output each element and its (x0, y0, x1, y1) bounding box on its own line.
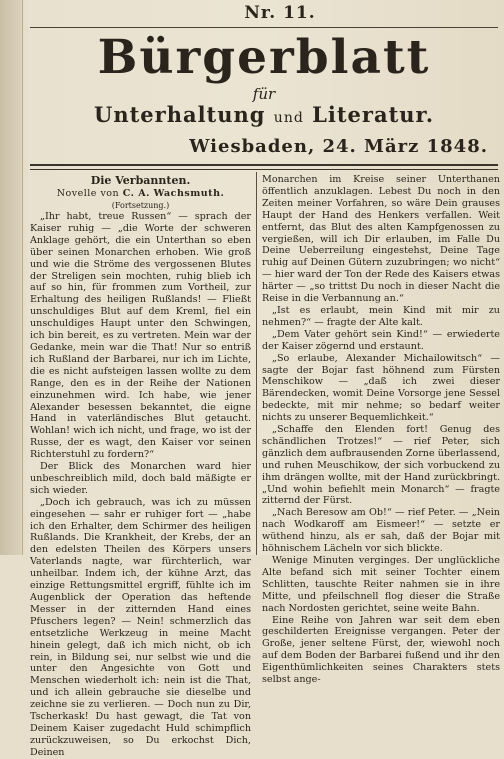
subtitle-part1: Unterhaltung (94, 102, 266, 127)
story-title-prefix: Novelle von (56, 188, 120, 199)
dateline: Wiesbaden, 24. März 1848. (189, 136, 488, 157)
subtitle-part2: Literatur. (312, 102, 434, 127)
paragraph: „Ist es erlaubt, mein Kind mit mir zu nehmen?“ — fragte der Alte kalt. (262, 304, 500, 328)
adjacent-page-edge (0, 0, 23, 555)
story-author: C. A. Wachsmuth. (122, 188, 225, 199)
issue-number: Nr. 11. (244, 3, 316, 23)
section-title: Die Verbannten. (90, 174, 191, 187)
right-paragraphs (262, 174, 500, 686)
paragraph: Monarchen im Kreise seiner Unterthanen öffentlich anzuklagen. Lebest Du noch in den Zeiten meiner Vorfahren, so wäre Dein grauses Haupt der Hand des Henkers verfallen. Weit entfernt, das Blut des alten Kampfgenossen zu vergießen, will ich Dir erlauben, im Falle Du Deine Ueberreilung eingestehst, Deine Tage ruhig auf Deinen Gütern zuzubringen; wo nicht“ — hier ward der Ton der Rede des Kaisers etwas härter — „so trittst Du noch in dieser Nacht die Reise in die Verbannung an.“ (262, 174, 500, 305)
left-paragraphs (30, 211, 251, 759)
paragraph: „Doch ich gebrauch, was ich zu müssen eingesehen — sahr er ruhiger fort — „habe ich den Erhalter, dem Schirmer des heiligen Rußlands. Die Krankheit, der Krebs, der an den edelsten Theilen des Körpers unsers Vaterlands nagte, war fürchterlich, war unheilbar. Indem ich, der kühne Arzt, das einzige Rettungsmittel ergriff, fühlte ich im Augenblick der Operation das heftende Messer in der zitternden Hand eines Pfuschers legen? — Nein! schmerzlich das entsetzliche Werkzeug in meine Macht hinein gelegt, daß ich mich nicht, ob ich rein, in Bildung sei, nur selbst wie und die unter den Angesichte von Gott und Menschen wiederholt ich: nein ist die That, und ich allein gebrauche sie dieselbe und zeichne sie zu verlieren. — Doch nun zu Dir, Tscherkask! Du hast gewagt, die Tat von Deinem Kaiser zugedacht Huld schimpflich zurückzuweisen, so Du erkochst Dich, Deinen (30, 496, 251, 758)
paragraph: „Ihr habt, treue Russen“ — sprach der Kaiser ruhig — „die Worte der schweren Anklage gehört, die ein Unterthan so eben über seinen Monarchen erhoben. Wie groß und wie die Ströme des vergossenen Blutes der Streligen sein mochten, ruhig blieb ich auf so hin, für frommen zum Vortheil, zur Erhaltung des heiligen Rußlands! — Fließt unschuldiges Blut auf dem Kreml, fiel ein unschuldiges Haupt unter den Schwingen, ich bin bereit, es zu vertreten. Mein war der Gedanke, mein war die That! Nur so entriß ich Rußland der Barbarei, nur ich im Lichte, die es nicht aufsteigen lassen wollte zu dem Range, den es in der Reihe der Nationen einzunehmen wird. Ich habe, wie jener Alexander besessen bekanntet, die eigne Hand in vaterländisches Blut getaucht. Wohlan! wich ich nicht, und frage, wo ist der Russe, der es wagt, den Kaiser vor seinen Richterstuhl zu fordern?“ (30, 211, 251, 461)
masthead-subtitle (30, 102, 498, 127)
masthead-fuer: für (252, 85, 276, 103)
double-rule (30, 164, 498, 170)
paragraph: Eine Reihe von Jahren war seit dem eben geschilderten Ereignisse vergangen. Peter der Große, jener seltene Fürst, der, wiewohl noch auf dem Boden der Barbarei fußend und ihr den Eigenthümlichkeiten seines Charakters stets selbst ange- (262, 614, 500, 686)
paragraph: Der Blick des Monarchen ward hier unbeschreiblich mild, doch bald mäßigte er sich wieder. (30, 461, 251, 496)
paragraph: „Nach Beresow am Ob!“ — rief Peter. — „Nein nach Wodkaroff am Eismeer!“ — setzte er wüthend hinzu, als er sah, daß der Bojar mit höhnischem Lächeln vor sich blickte. (262, 507, 500, 555)
continued-note: (Fortsetzung.) (111, 201, 170, 210)
paragraph: „Dem Vater gehört sein Kind!“ — erwiederte der Kaiser zögernd und erstaunt. (262, 328, 500, 352)
right-column (262, 174, 500, 686)
paragraph: „So erlaube, Alexander Michailowitsch“ — sagte der Bojar fast höhnend zum Fürsten Menschikow — „daß ich zwei dieser Bärendecken, womit Deine Vorsorge jene Sessel bedeckte, mit mir nehme; so bedarf weiter nichts zu unserer Bequemlichkeit.“ (262, 352, 500, 424)
left-column (30, 174, 251, 758)
column-divider (256, 172, 257, 555)
top-rule (30, 27, 498, 28)
subtitle-und: und (273, 110, 304, 126)
paragraph: Wenige Minuten verginges. Der unglückliche Alte befand sich mit seiner Tochter einem Schlitten, tauschte Reiter nahmen sie in ihre Mitte, und pfeilschnell flog dieser die Straße nach Nordosten gerichtet, seine weite Bahn. (262, 555, 500, 614)
masthead-title: Bürgerblatt (97, 30, 431, 85)
story-title (30, 188, 251, 200)
paragraph: „Schaffe den Elenden fort! Genug des schändlichen Trotzes!“ — rief Peter, sich gänzlich dem aufbrausenden Zorne überlassend, und ruhen Meuschikow, der sich vorbuckend zu ihm drängen wollte, mit der Hand zurückbringt. „Und wohin befiehlt mein Monarch“ — fragte zitternd der Fürst. (262, 424, 500, 507)
